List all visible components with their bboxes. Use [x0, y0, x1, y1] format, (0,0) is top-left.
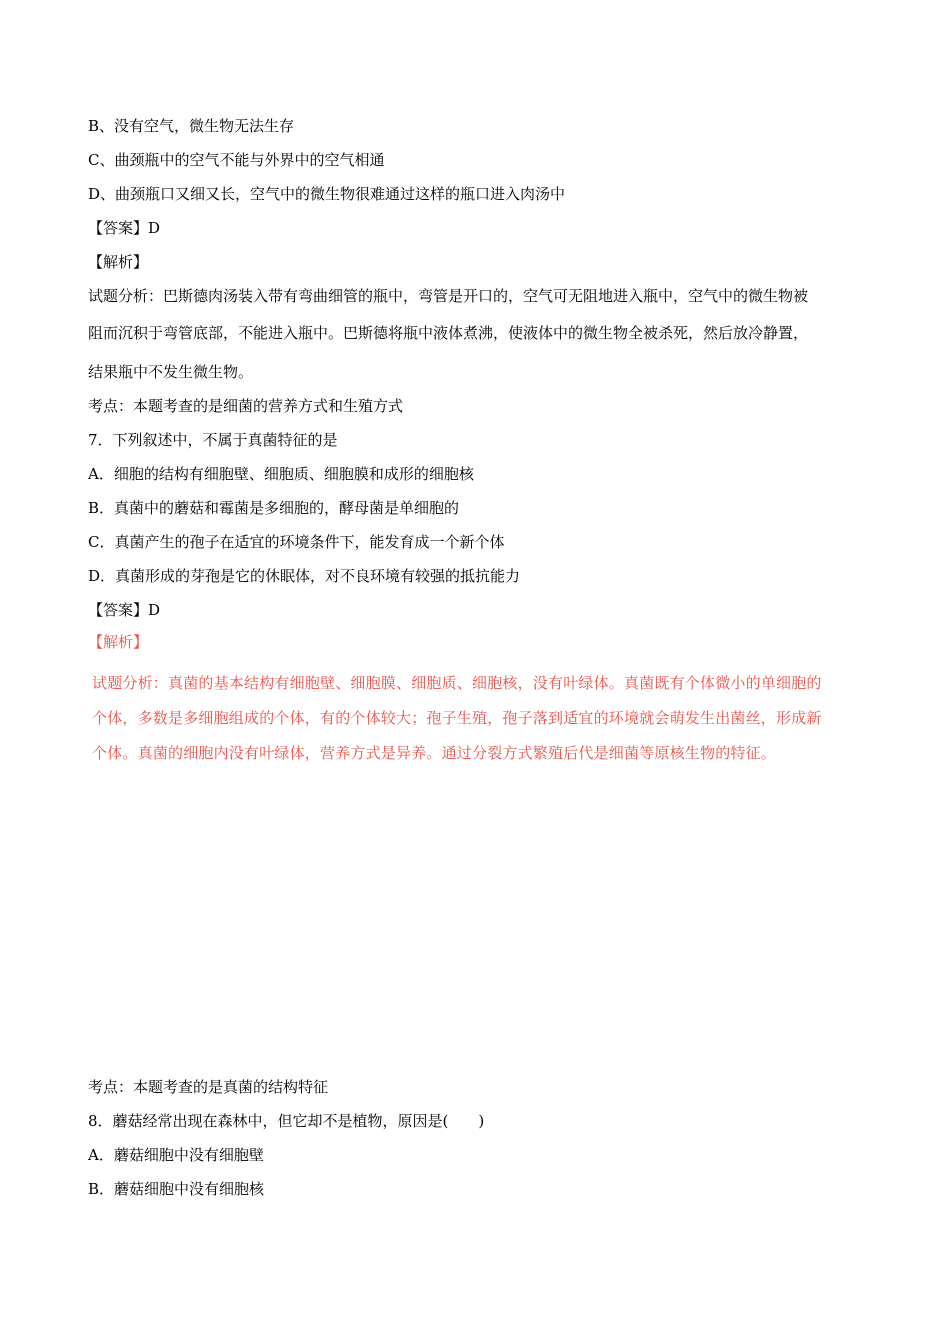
- q7-analysis-label: 【解析】: [88, 633, 149, 651]
- q7-option-a: A．细胞的结构有细胞壁、细胞质、细胞膜和成形的细胞核: [88, 465, 474, 483]
- q6-option-b: B、没有空气，微生物无法生存: [88, 117, 295, 135]
- q7-kaodian: 考点：本题考查的是真菌的结构特征: [88, 1078, 329, 1096]
- q6-analysis-label: 【解析】: [88, 253, 149, 271]
- q7-option-c: C．真菌产生的孢子在适宜的环境条件下，能发育成一个新个体: [88, 533, 505, 551]
- q6-analysis-line-3: 结果瓶中不发生微生物。: [88, 363, 254, 381]
- q8-question: 8．蘑菇经常出现在森林中，但它却不是植物，原因是( ): [88, 1112, 485, 1130]
- q6-option-d: D、曲颈瓶口又细又长，空气中的微生物很难通过这样的瓶口进入肉汤中: [88, 185, 566, 203]
- q6-analysis-line-1: 试题分析：巴斯德肉汤装入带有弯曲细管的瓶中，弯管是开口的，空气可无阻地进入瓶中，空气中的微生物被: [88, 287, 809, 305]
- q7-option-d: D．真菌形成的芽孢是它的休眠体，对不良环境有较强的抵抗能力: [88, 567, 521, 585]
- q7-answer: 【答案】D: [88, 601, 161, 619]
- q6-option-c: C、曲颈瓶中的空气不能与外界中的空气相通: [88, 151, 385, 169]
- q7-option-b: B．真菌中的蘑菇和霉菌是多细胞的，酵母菌是单细胞的: [88, 499, 460, 517]
- q7-question: 7．下列叙述中，不属于真菌特征的是: [88, 431, 338, 449]
- q8-option-a: A．蘑菇细胞中没有细胞壁: [88, 1146, 264, 1164]
- q8-option-b: B．蘑菇细胞中没有细胞核: [88, 1180, 265, 1198]
- q6-analysis-line-2: 阻而沉积于弯管底部，不能进入瓶中。巴斯德将瓶中液体煮沸，使液体中的微生物全被杀死，然后放冷静置，: [88, 324, 809, 342]
- q6-answer: 【答案】D: [88, 219, 161, 237]
- q6-kaodian: 考点：本题考查的是细菌的营养方式和生殖方式: [88, 397, 404, 415]
- q7-analysis-text: 试题分析：真菌的基本结构有细胞壁、细胞膜、细胞质、细胞核，没有叶绿体。真菌既有个体微小的单细胞的个体，多数是多细胞组成的个体，有的个体较大；孢子生殖，孢子落到适宜的环境就会萌发生出菌丝，形成新个体。真菌的细胞内没有叶绿体，营养方式是异养。通过分裂方式繁殖后代是细菌等原核生物的特征。: [92, 674, 822, 762]
- q7-analysis-section: [88, 632, 822, 771]
